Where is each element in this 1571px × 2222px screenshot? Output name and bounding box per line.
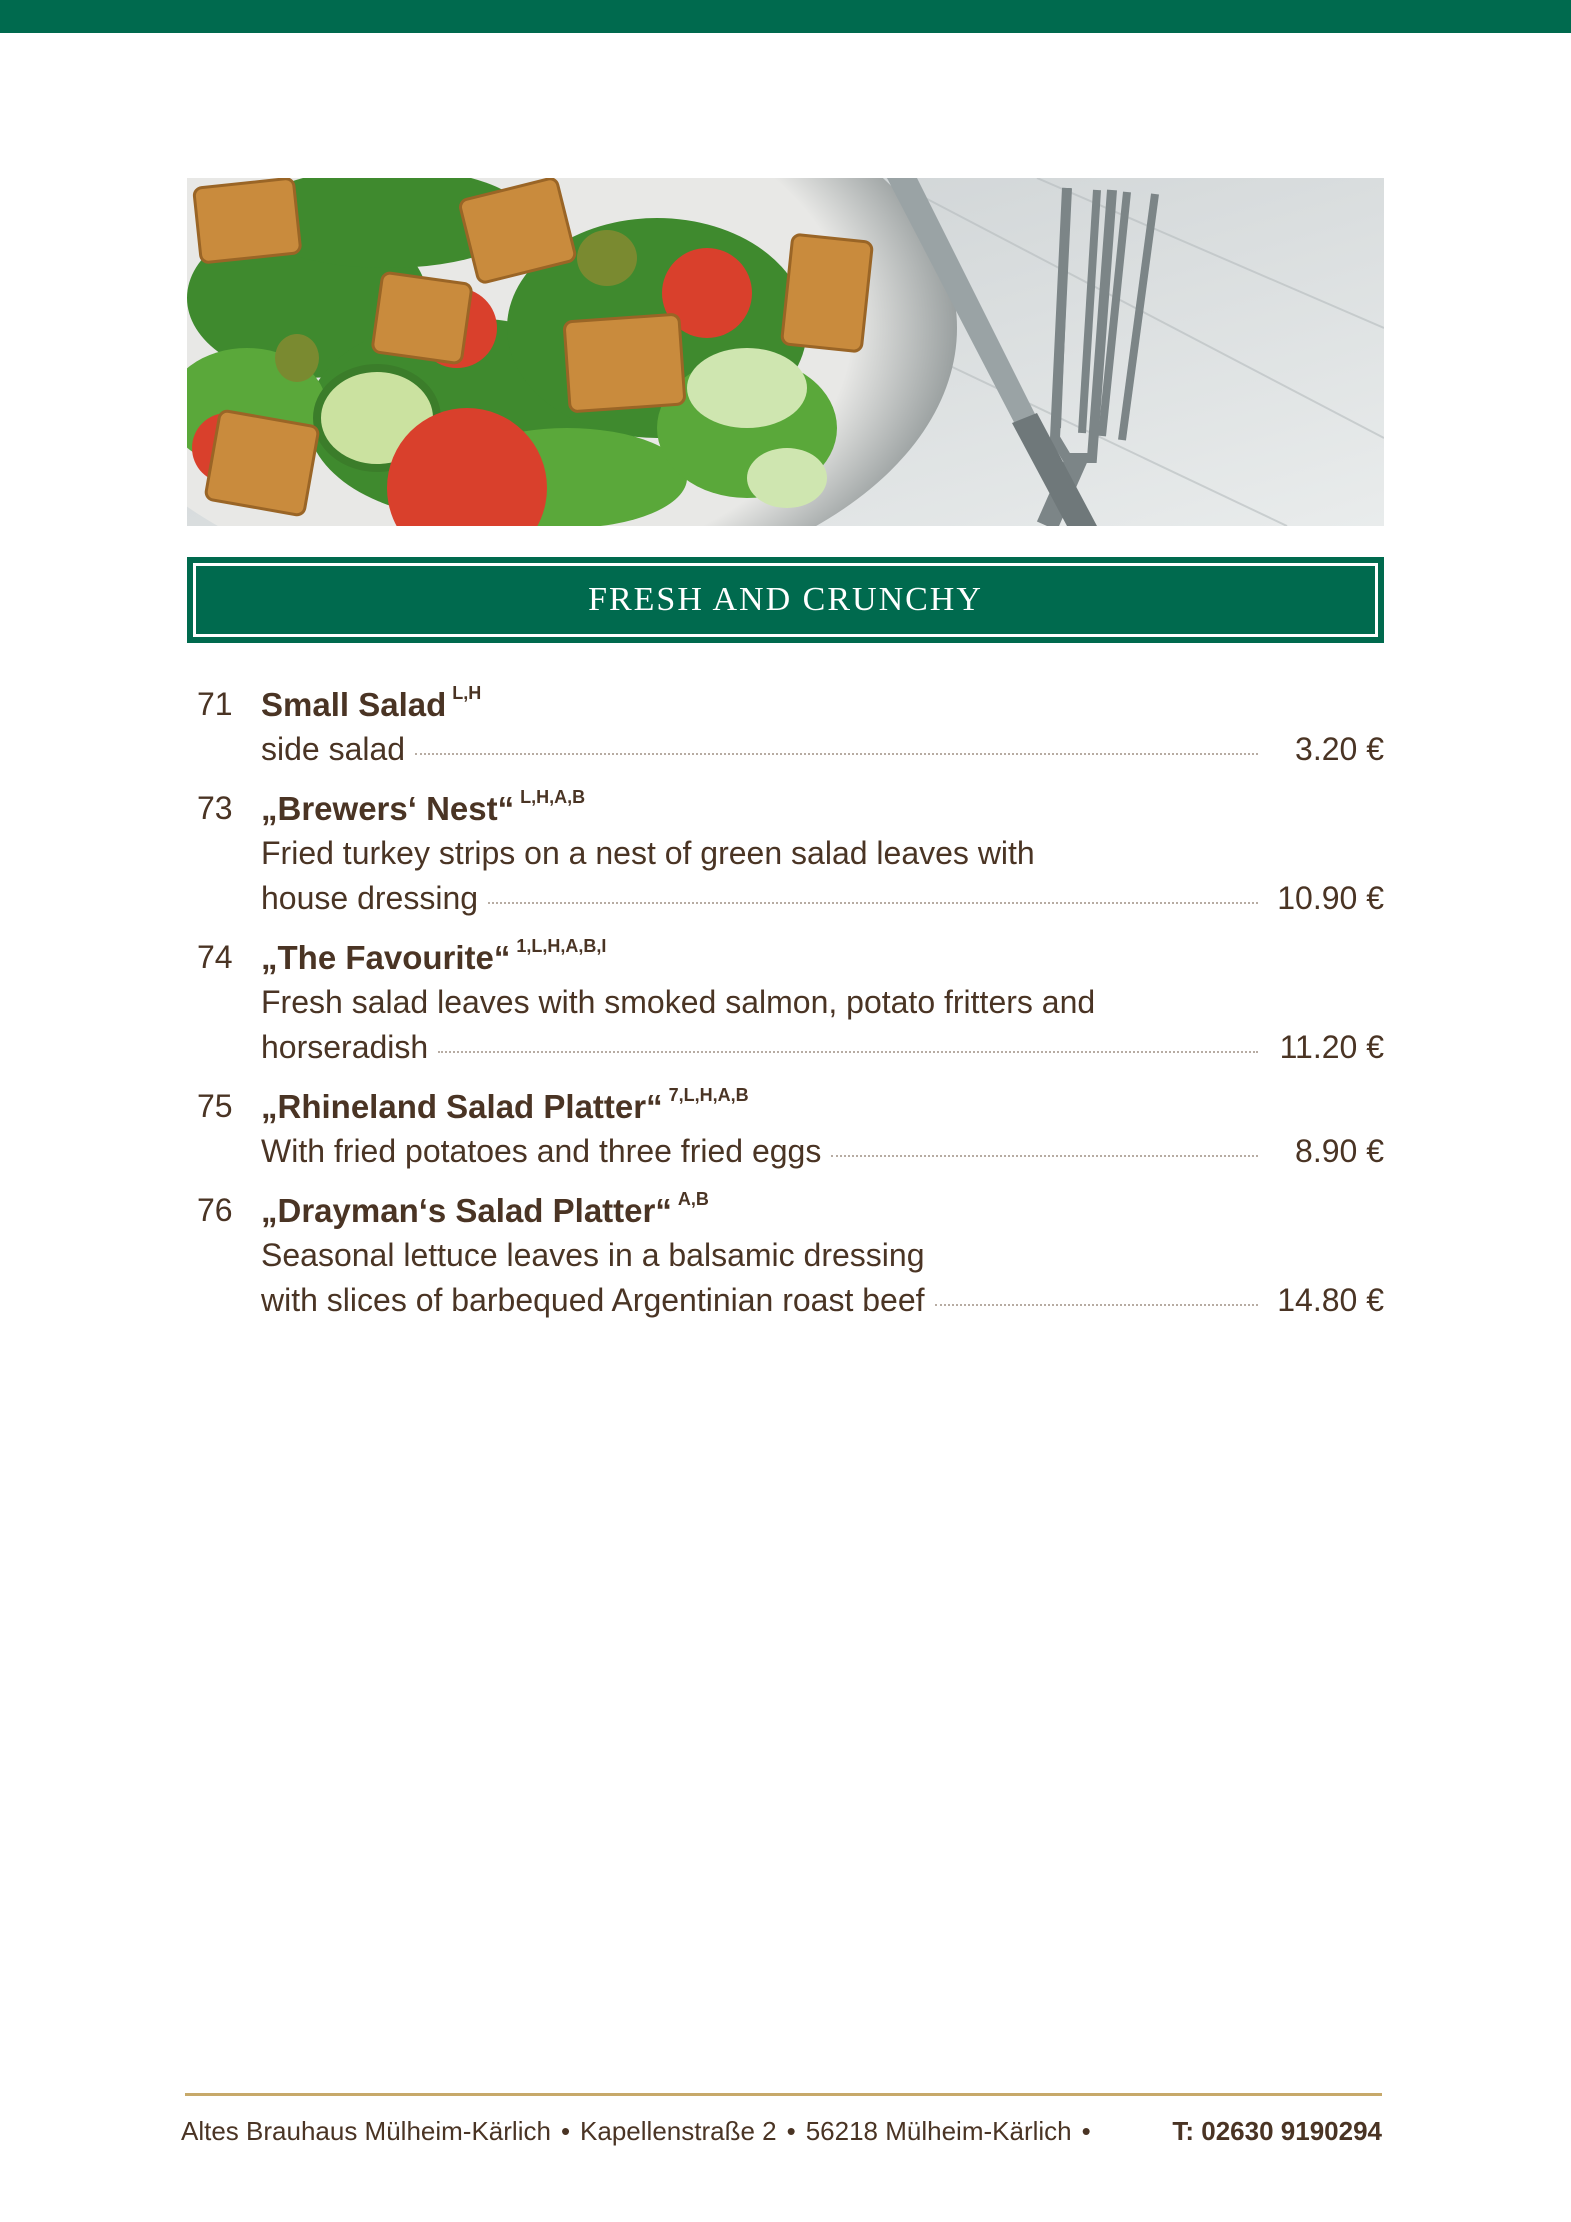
item-name <box>261 786 1384 831</box>
item-name-text: „Drayman‘s Salad Platter“ <box>261 1192 672 1229</box>
allergen-codes: L,H,A,B <box>520 787 586 807</box>
dot-leader <box>488 902 1258 904</box>
item-price: 10.90 € <box>1277 880 1384 916</box>
menu-item <box>187 682 1384 772</box>
item-name-text: „Rhineland Salad Platter“ <box>261 1088 663 1125</box>
item-description-last-line <box>261 1025 1384 1070</box>
allergen-codes: L,H <box>452 683 482 703</box>
item-name-text: Small Salad <box>261 686 447 723</box>
item-description: Fresh salad leaves with smoked salmon, potato fritters and <box>261 984 1096 1020</box>
footer-divider <box>185 2093 1382 2096</box>
item-name <box>261 1188 1384 1233</box>
phone-number: T: 02630 9190294 <box>1172 2116 1382 2146</box>
footer-separator: • <box>560 2116 571 2146</box>
item-price: 3.20 € <box>1295 731 1384 767</box>
item-price: 8.90 € <box>1295 1133 1384 1169</box>
section-title: FRESH AND CRUNCHY <box>588 581 983 618</box>
menu-item <box>187 786 1384 921</box>
menu-item <box>187 935 1384 1070</box>
footer <box>181 2112 1382 2150</box>
footer-separator: • <box>1081 2116 1091 2146</box>
item-description-last-line <box>261 876 1384 921</box>
item-description: side salad <box>261 731 406 767</box>
item-name <box>261 682 1384 727</box>
item-description-last-line <box>261 727 1384 772</box>
street-address: Kapellenstraße 2 <box>580 2116 777 2146</box>
allergen-codes: 7,L,H,A,B <box>668 1085 749 1105</box>
top-color-bar <box>0 0 1571 33</box>
menu-item <box>187 1084 1384 1174</box>
dot-leader <box>415 753 1258 755</box>
item-description: house dressing <box>261 880 479 916</box>
item-number: 71 <box>197 686 233 722</box>
item-price: 14.80 € <box>1277 1282 1384 1318</box>
footer-separator: • <box>786 2116 796 2146</box>
item-description: Seasonal lettuce leaves in a balsamic dressing <box>261 1237 925 1273</box>
item-description-last-line <box>261 1278 1384 1323</box>
item-price: 11.20 € <box>1279 1029 1384 1065</box>
item-name-text: „The Favourite“ <box>261 939 511 976</box>
item-name <box>261 1084 1384 1129</box>
item-description: with slices of barbequed Argentinian roast beef <box>261 1282 925 1318</box>
item-number: 76 <box>197 1192 233 1228</box>
city-address: 56218 Mülheim-Kärlich <box>805 2116 1072 2146</box>
dot-leader <box>438 1051 1258 1053</box>
menu-list <box>187 682 1384 1337</box>
dot-leader <box>935 1304 1258 1306</box>
restaurant-name: Altes Brauhaus Mülheim-Kärlich <box>181 2116 551 2146</box>
allergen-codes: A,B <box>677 1189 709 1209</box>
item-description: With fried potatoes and three fried eggs <box>261 1133 822 1169</box>
item-number: 73 <box>197 790 233 826</box>
item-name-text: „Brewers‘ Nest“ <box>261 790 515 827</box>
menu-item <box>187 1188 1384 1323</box>
section-header <box>187 557 1384 643</box>
allergen-codes: 1,L,H,A,B,I <box>516 936 607 956</box>
item-description-last-line <box>261 1129 1384 1174</box>
dot-leader <box>831 1155 1258 1157</box>
section-header-frame <box>193 563 1378 637</box>
item-name <box>261 935 1384 980</box>
item-description: Fried turkey strips on a nest of green salad leaves with <box>261 835 1035 871</box>
item-number: 74 <box>197 939 233 975</box>
item-number: 75 <box>197 1088 233 1124</box>
salad-photo <box>187 178 1384 526</box>
item-description: horseradish <box>261 1029 429 1065</box>
footer-address <box>181 2112 1101 2150</box>
